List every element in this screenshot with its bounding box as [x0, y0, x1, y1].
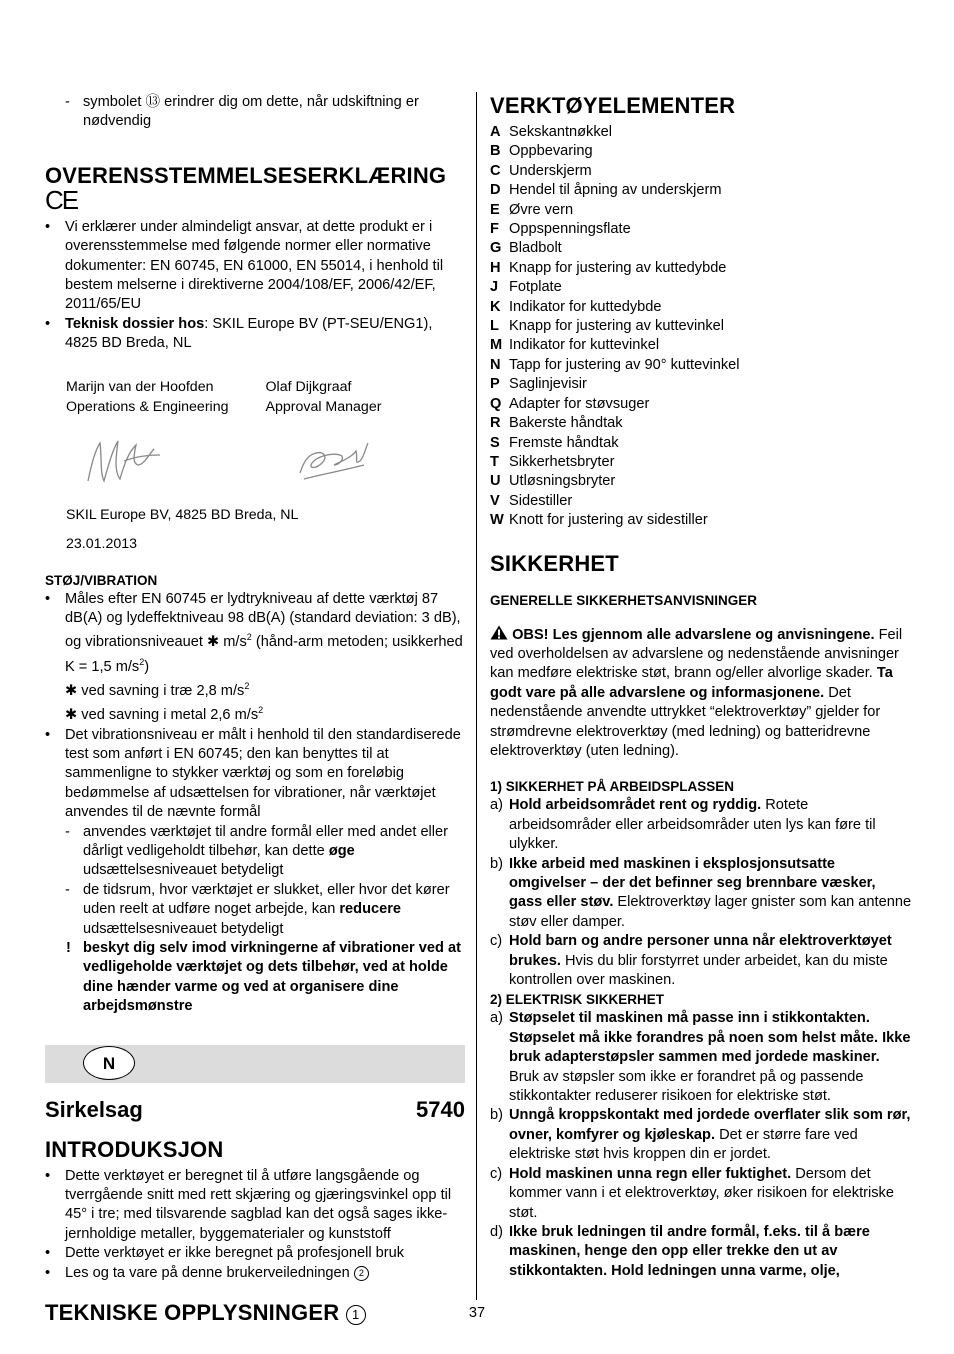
language-bar: [45, 1045, 465, 1083]
safety-item: [490, 1009, 912, 1106]
element-key: D: [490, 182, 501, 199]
element-label: Oppbevaring: [509, 143, 593, 160]
safety-item-marker: c): [490, 1165, 503, 1182]
electrical-safety-heading: 2) ELEKTRISK SIKKERHET: [490, 992, 665, 1008]
safety-item: [490, 1223, 912, 1281]
tech-title: TEKNISKE OPPLYSNINGER 1: [45, 1300, 465, 1326]
element-item: [490, 162, 912, 181]
element-label: Knapp for justering av kuttevinkel: [509, 318, 724, 335]
signature-2: [294, 435, 374, 485]
element-key: J: [490, 279, 499, 296]
noise-bullet: • Måles efter EN 60745 er lydtrykniveau af dette værktøj 87 dB(A) og lydeffektniveau 98 dB(A) (standard deviation: 3 dB), og vibrationsniveauet ✱ $m/s^2$ (hånd-arm metoden; usikkerhed K = 1,5 $m/s^2$) ✱ ved savning i træ 2,8 $m/s^2$ ✱ ved savning i metal 2,6 $m/s^2$: [45, 590, 463, 724]
element-item: [490, 511, 912, 530]
column-divider: [476, 92, 477, 1300]
element-label: Hendel til åpning av underskjerm: [509, 182, 722, 199]
noise-dash-item: - de tidsrum, hvor værktøjet er slukket, eller hvor det kører uden reelt at udføre noget arbejde, kan reducere udsættelsesniveauet betydeligt: [65, 881, 450, 937]
safety-title: SIKKERHET: [490, 550, 619, 576]
element-key: S: [490, 434, 500, 451]
signer-role: Approval Manager: [265, 398, 382, 415]
element-key: C: [490, 162, 501, 179]
element-item: [490, 239, 912, 258]
figure-ref-icon: 1: [346, 1305, 366, 1325]
element-key: K: [490, 298, 501, 315]
company-address: SKIL Europe BV, 4825 BD Breda, NL: [66, 506, 299, 523]
safety-item-marker: a): [490, 1010, 503, 1027]
intro-bullet: • Dette verktøyet er beregnet til å utføre langsgående og tverrgående snitt med rett skjæring og gjæringsvinkel opp til 45° i tre; med tilsvarende sagblad kan det også sages ikke-jernholdige metaller, byggematerialer og kunststoff: [45, 1167, 452, 1242]
safety-item-marker: c): [490, 933, 503, 950]
element-item: [490, 201, 912, 220]
safety-item-text: Elektroverktøy lager gnister som kan antenne støv eller damper.: [509, 894, 912, 930]
safety-item-bold: Ikke arbeid med maskinen i eksplosjonsutsatte omgivelser – der det befinner seg brennbare væsker, gass eller støv.: [509, 855, 876, 911]
safety-item-marker: a): [490, 797, 503, 814]
safety-item: [490, 1165, 912, 1223]
safety-item-bold: Støpselet til maskinen må passe inn i stikkontakten. Støpselet må ikke forandres på noen som helst måte. Ikke bruk adapterstøpsler sammen med jordede maskiner.: [509, 1010, 911, 1066]
safety-item-text: Bruk av støpsler som ikke er forandret på og passende stikkontakter reduserer risikoen for elektriske støt.: [509, 1068, 864, 1105]
safety-item-text: Hvis du blir forstyrret under arbeidet, kan du miste kontrollen over maskinen.: [509, 952, 888, 989]
element-item: [490, 142, 912, 161]
element-label: Saglinjevisir: [509, 376, 587, 393]
element-label: Øvre vern: [509, 201, 574, 218]
element-item: [490, 356, 912, 375]
safety-item-marker: b): [490, 1107, 503, 1124]
element-label: Sekskantnøkkel: [509, 124, 613, 140]
element-item: [490, 492, 912, 511]
element-label: Tapp for justering av 90° kuttevinkel: [509, 356, 740, 373]
signatures: [66, 417, 465, 505]
element-label: Sikkerhetsbryter: [509, 453, 615, 470]
element-key: M: [490, 337, 503, 354]
element-key: W: [490, 512, 504, 529]
electrical-safety-list: [490, 1009, 912, 1281]
conformity-bullet: • Vi erklærer under almindeligt ansvar, at dette produkt er i overensstemmelse med følgende normer eller normative dokumenter: EN 60745, EN 61000, EN 55014, i henhold til bestem melserne i direktiverne 2004/108/EF, 2006/42/EF, 2011/65/EU: [45, 218, 444, 313]
page-number: 37: [468, 1305, 486, 1321]
safety-item-text: Dersom det kommer vann i et elektroverktøy, øker risikoen for elektriske støt.: [509, 1165, 894, 1221]
element-label: Sidestiller: [509, 492, 573, 509]
element-label: Indikator for kuttevinkel: [509, 337, 660, 354]
safety-item-bold: Unngå kroppskontakt med jordede overflater slik som rør, ovner, komfyrer og kjøleskap.: [509, 1107, 911, 1143]
declaration-date: 23.01.2013: [66, 535, 138, 552]
element-item: [490, 278, 912, 297]
product-number: 5740: [416, 1096, 465, 1122]
element-key: U: [490, 473, 501, 490]
element-item: [490, 395, 912, 414]
right-column: [490, 90, 912, 1281]
element-label: Bladbolt: [509, 240, 562, 257]
element-item: [490, 453, 912, 472]
element-item: [490, 220, 912, 239]
safety-item-marker: d): [490, 1223, 503, 1240]
signer-name: Marijn van der Hoofden: [66, 378, 214, 395]
element-key: P: [490, 376, 500, 393]
safety-item-bold: Hold maskinen unna regn eller fuktighet.: [509, 1165, 792, 1182]
element-label: Oppspenningsflate: [509, 221, 631, 238]
element-item: [490, 181, 912, 200]
vibration-wood: ✱ ved savning i træ 2,8 m/s: [65, 682, 245, 699]
element-label: Bakerste håndtak: [509, 415, 623, 432]
safety-item: [490, 932, 912, 990]
workplace-safety-list: [490, 796, 912, 990]
warning-paragraph: OBS! Les gjennom alle advarslene og anvisningene. Feil ved overholdelsen av advarslene og nedenstående anvisninger kan medføre elektriske støt, brann og/eller alvorlige skader. Ta godt vare på alle advarslene og informasjonene. Det nedenstående anvendte uttrykket “elektroverktøy” gjelder for strømdrevne elektroverktøy (med ledning) og batteridrevne elektroverktøy (uten ledning).: [490, 626, 903, 759]
safety-item-marker: b): [490, 855, 503, 872]
vibration-metal: ✱ ved savning i metal 2,6 m/s: [65, 707, 259, 724]
element-label: Utløsningsbryter: [509, 473, 616, 490]
element-label: Fremste håndtak: [509, 434, 619, 451]
noise-bullet: • Det vibrationsniveau er målt i henhold til den standardiserede test som anført i EN 60745; den kan benyttes til at sammenligne to stykker værktøj og som en foreløbig bedømmelse af udsættelsen for vibrationer, når værktøjet anvendes til de nævnte formål: [45, 726, 461, 821]
noise-heading: STØJ/VIBRATION: [45, 572, 158, 588]
signer-name: Olaf Dijkgraaf: [265, 378, 352, 395]
language-badge: N: [83, 1046, 135, 1080]
intro-dash-item: - symbolet ⑬ erindrer dig om dette, når udskiftning er nødvendig: [65, 94, 419, 130]
element-item: [490, 123, 912, 142]
safety-item-text: Rotete arbeidsområder eller arbeidsområder uten lys kan føre til ulykker.: [509, 797, 876, 853]
element-key: T: [490, 453, 499, 470]
element-label: Fotplate: [509, 279, 562, 296]
safety-item-bold: Hold arbeidsområdet rent og ryddig.: [509, 797, 762, 814]
safety-item: [490, 796, 912, 854]
warning-triangle-icon: [490, 625, 508, 640]
signer-role: Operations & Engineering: [66, 398, 229, 415]
workplace-safety-heading: 1) SIKKERHET PÅ ARBEIDSPLASSEN: [490, 779, 735, 795]
elements-list: [490, 123, 912, 531]
safety-item: [490, 1106, 912, 1164]
noise-warning: ! beskyt dig selv imod virkningerne af vibrationer ved at vedligeholde værktøjet og dets tilbehør, ved at holde dine hænder varme og ved at organisere dine arbejdsmønstre: [66, 940, 461, 1015]
intro-bullet: • Les og ta vare på denne brukerveiledningen 2: [45, 1264, 465, 1283]
signature-block: [66, 377, 465, 554]
elements-title: VERKTØYELEMENTER: [490, 93, 736, 118]
element-label: Indikator for kuttedybde: [509, 298, 662, 315]
noise-dash-item: - anvendes værktøjet til andre formål eller med andet eller dårligt vedligeholdt tilbehør, kan dette øge udsættelsesniveauet betydeligt: [65, 823, 449, 879]
element-item: [490, 336, 912, 355]
safety-item-bold: Ikke bruk ledningen til andre formål, f.eks. til å bære maskinen, henge den opp eller trekke den ut av stikkontakten. Hold ledningen unna varme, olje,: [509, 1223, 870, 1279]
element-key: A: [490, 124, 501, 140]
element-key: V: [490, 492, 500, 509]
conformity-bullet: • Teknisk dossier hos: SKIL Europe BV (PT-SEU/ENG1), 4825 BD Breda, NL: [45, 315, 433, 352]
product-title-row: [45, 1097, 465, 1123]
element-key: R: [490, 415, 501, 432]
element-key: F: [490, 221, 499, 238]
conformity-title: OVERENSSTEMMELSESERKLÆRING: [45, 162, 447, 188]
element-label: Underskjerm: [509, 162, 592, 179]
element-item: [490, 317, 912, 336]
ce-mark: CE: [45, 184, 78, 215]
safety-item-bold: Hold barn og andre personer unna når elektroverktøyet brukes.: [509, 933, 892, 969]
element-item: [490, 259, 912, 278]
figure-ref-icon: 2: [354, 1266, 369, 1281]
element-label: Adapter for støvsuger: [509, 395, 650, 412]
element-key: G: [490, 240, 502, 257]
element-item: [490, 434, 912, 453]
left-column: [45, 90, 465, 1326]
element-label: Knapp for justering av kuttedybde: [509, 259, 727, 276]
element-key: E: [490, 201, 500, 218]
element-item: [490, 472, 912, 491]
element-key: L: [490, 318, 499, 335]
element-item: [490, 414, 912, 433]
safety-item: [490, 855, 912, 933]
element-key: H: [490, 259, 501, 276]
element-key: B: [490, 143, 501, 160]
element-label: Knott for justering av sidestiller: [509, 512, 708, 529]
element-key: Q: [490, 395, 502, 412]
element-item: [490, 375, 912, 394]
general-safety-heading: GENERELLE SIKKERHETSANVISNINGER: [490, 592, 758, 608]
safety-item-text: Det er større fare ved elektriske støt hvis kroppen din er jordet.: [509, 1126, 858, 1163]
intro-bullet: • Dette verktøyet er ikke beregnet på profesjonell bruk: [45, 1245, 405, 1262]
intro-title: INTRODUKSJON: [45, 1136, 224, 1162]
product-name: Sirkelsag: [45, 1096, 143, 1122]
element-key: N: [490, 356, 501, 373]
signature-1: [84, 431, 164, 491]
element-item: [490, 298, 912, 317]
